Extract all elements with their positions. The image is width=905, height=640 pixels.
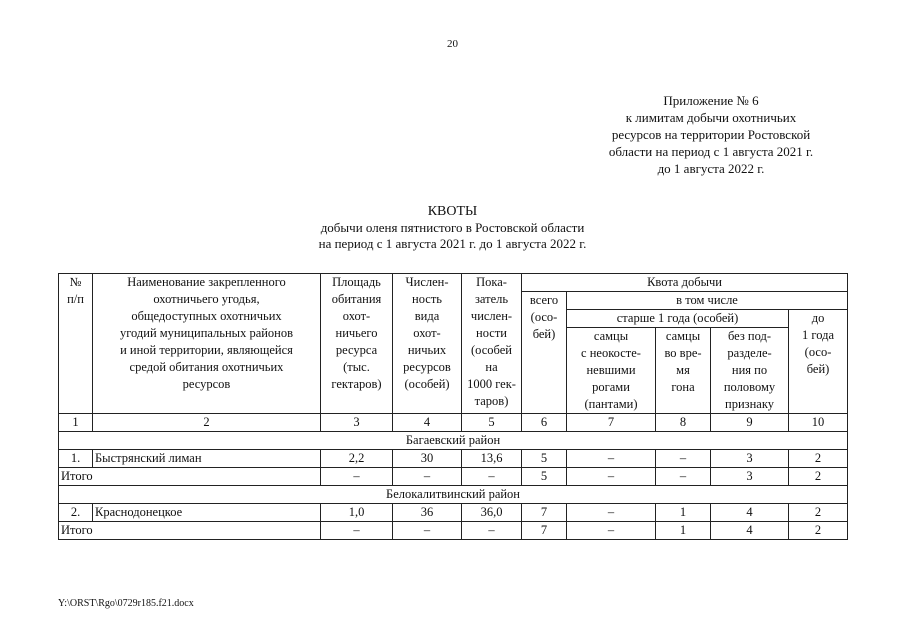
subtotal-antlers: – [567,468,656,486]
row-rut: – [656,450,711,468]
row-antlers: – [567,450,656,468]
row-num: 1. [59,450,93,468]
subtotal-rut: – [656,468,711,486]
column-number: 6 [522,414,567,432]
subtotal-antlers: – [567,522,656,540]
column-number: 3 [321,414,393,432]
subtotal-nosex: 3 [711,468,789,486]
district-name: Багаевский район [59,432,848,450]
row-name: Краснодонецкое [93,504,321,522]
col-header-under1: до 1 года (осо- бей) [789,310,848,414]
file-path-footer: Y:\ORST\Rgo\0729r185.f21.docx [58,598,194,609]
column-number: 4 [393,414,462,432]
row-rut: 1 [656,504,711,522]
column-number: 9 [711,414,789,432]
subtotal-row [59,468,848,486]
column-number: 7 [567,414,656,432]
title-period: на период с 1 августа 2021 г. до 1 августа 2022 г. [318,236,587,251]
row-antlers: – [567,504,656,522]
column-number-row [59,414,848,432]
district-row [59,432,848,450]
row-num: 2. [59,504,93,522]
title-main: КВОТЫ [427,204,478,219]
row-area: 1,0 [321,504,393,522]
row-area: 2,2 [321,450,393,468]
table-row [59,504,848,522]
col-header-quota: Квота добычи [522,274,848,292]
appendix-note [580,92,842,177]
subtotal-area: – [321,522,393,540]
subtotal-row [59,522,848,540]
subtotal-count: – [393,522,462,540]
appendix-line: до 1 августа 2022 г. [657,161,765,176]
subtotal-density: – [462,522,522,540]
col-header-num: № п/п [59,274,93,414]
appendix-line: Приложение № 6 [663,93,759,108]
subtotal-count: – [393,468,462,486]
row-under1: 2 [789,450,848,468]
row-total: 5 [522,450,567,468]
row-nosex: 4 [711,504,789,522]
col-header-count: Числен- ность вида охот- ничьих ресурсов (особей) [393,274,462,414]
row-nosex: 3 [711,450,789,468]
subtotal-nosex: 4 [711,522,789,540]
subtotal-label: Итого [59,522,321,540]
subtotal-under1: 2 [789,468,848,486]
row-density: 13,6 [462,450,522,468]
row-under1: 2 [789,504,848,522]
district-name: Белокалитвинский район [59,486,848,504]
row-count: 36 [393,504,462,522]
subtotal-density: – [462,468,522,486]
document-title [0,204,905,252]
col-header-name: Наименование закрепленного охотничьего угодья, общедоступных охотничьих угодий муниципальных районов и иной территории, являющейся средой обитания охотничьих ресурсов [93,274,321,414]
page-number: 20 [447,38,458,50]
district-row [59,486,848,504]
subtotal-total: 5 [522,468,567,486]
column-number: 1 [59,414,93,432]
row-count: 30 [393,450,462,468]
subtotal-rut: 1 [656,522,711,540]
table-row [59,450,848,468]
row-name: Быстрянский лиман [93,450,321,468]
title-subtitle: добычи оленя пятнистого в Ростовской области [320,220,585,235]
appendix-line: ресурсов на территории Ростовской [611,127,811,142]
col-header-males-rut: самцы во вре- мя гона [656,328,711,414]
col-header-including: в том числе [567,292,848,310]
col-header-total: всего (осо- бей) [522,292,567,414]
row-total: 7 [522,504,567,522]
quota-table [58,273,848,540]
subtotal-label: Итого [59,468,321,486]
subtotal-total: 7 [522,522,567,540]
col-header-males-antlers: самцы с неокосте- невшими рогами (пантами) [567,328,656,414]
col-header-area: Площадь обитания охот- ничьего ресурса (тыс. гектаров) [321,274,393,414]
column-number: 5 [462,414,522,432]
col-header-no-sex: без под- разделе- ния по половому признаку [711,328,789,414]
appendix-line: области на период с 1 августа 2021 г. [608,144,814,159]
subtotal-area: – [321,468,393,486]
appendix-line: к лимитам добычи охотничьих [625,110,797,125]
header-row-1 [59,274,848,292]
col-header-older: старше 1 года (особей) [567,310,789,328]
column-number: 8 [656,414,711,432]
subtotal-under1: 2 [789,522,848,540]
column-number: 10 [789,414,848,432]
row-density: 36,0 [462,504,522,522]
column-number: 2 [93,414,321,432]
col-header-density: Пока- затель числен- ности (особей на 1000 гек- таров) [462,274,522,414]
